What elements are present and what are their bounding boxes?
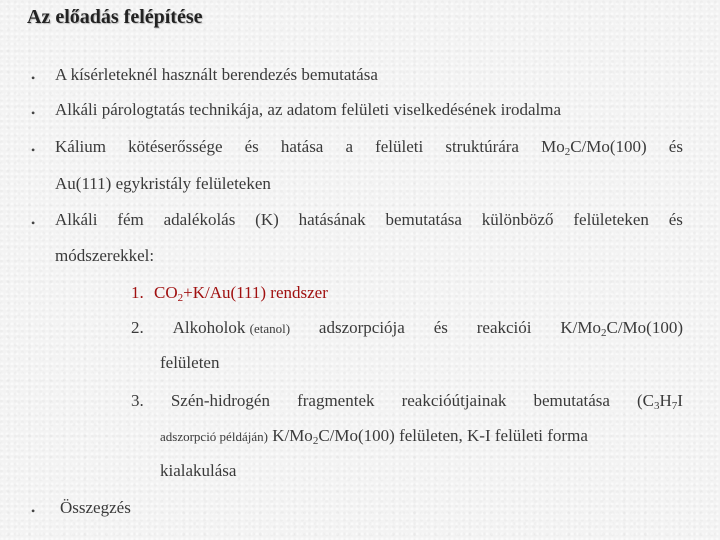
formula-part: C/Mo(100) [570, 137, 647, 156]
formula-part: Mo [541, 137, 565, 156]
item-2-lead [173, 318, 290, 338]
word: kötéserőssége [128, 137, 223, 156]
word: felületi [375, 137, 424, 156]
word: a [345, 137, 353, 156]
bullet-3-line-2: Au(111) egykristály felületeken [55, 174, 271, 193]
word: bemutatása [385, 210, 462, 229]
item-number: 2. [131, 318, 144, 337]
formula-mo2c [541, 137, 647, 157]
item-number: 1. [131, 283, 144, 302]
word: felületeken [573, 210, 649, 229]
word: Alkoholok [172, 318, 246, 337]
formula-subscript: 2 [564, 146, 571, 158]
bullet-dot: • [31, 216, 36, 230]
item-number: 3. [131, 391, 144, 410]
formula-subscript: 2 [600, 327, 607, 339]
word: struktúrára [445, 137, 519, 156]
bullet-dot: • [31, 504, 36, 518]
sublist-item-2-line-2: felületen [160, 353, 220, 372]
sublist-item-2-line-1 [131, 318, 683, 338]
bullet-4-line-2: módszerekkel: [55, 246, 155, 265]
word: Kálium [55, 137, 106, 156]
bullet-dot: • [31, 106, 36, 120]
word: Szén-hidrogén [170, 391, 270, 410]
word: hatása [280, 137, 324, 156]
small-note: adszorpció példáján) [160, 429, 268, 444]
bullet-4-line-1 [55, 210, 683, 230]
bullet-dot: • [31, 71, 36, 85]
formula-c3h7i [637, 391, 683, 411]
word: fragmentek [297, 391, 375, 410]
formula-part: +K/Au(111) rendszer [183, 283, 328, 302]
bullet-3-line-1 [55, 137, 683, 157]
formula-part: C/Mo(100) [606, 318, 683, 337]
word: Alkáli [55, 210, 98, 229]
formula-co2 [154, 283, 328, 302]
sublist-item-3-line-3: kialakulása [160, 461, 237, 480]
word: és [244, 137, 259, 156]
slide-title: Az előadás felépítése [27, 6, 203, 28]
formula-part: C/Mo(100) felületen, K-I felületi forma [318, 426, 588, 445]
word: és [668, 137, 683, 156]
formula-subscript: 3 [654, 400, 660, 412]
formula-part: H [659, 391, 672, 410]
formula-subscript: 2 [177, 292, 184, 304]
word: adalékolás [163, 210, 236, 229]
formula-kmo2c [560, 318, 683, 338]
word: reakcióútjainak [401, 391, 507, 410]
word: különböző [481, 210, 554, 229]
formula-part: K/Mo [267, 426, 313, 445]
formula-part: K/Mo [560, 318, 601, 337]
word: adszorpciója [318, 318, 405, 337]
sublist-item-3-line-1 [131, 391, 683, 411]
bullet-2-text: Alkáli párologtatás technikája, az adatom felületi viselkedésének irodalma [55, 100, 562, 119]
small-note: (etanol) [249, 321, 291, 336]
bullet-dot: • [31, 143, 36, 157]
formula-subscript: 2 [312, 435, 319, 447]
sublist-item-1 [131, 283, 328, 303]
bullet-1-text: A kísérleteknél használt berendezés bemutatása [55, 65, 378, 84]
sublist-item-3-line-2 [160, 426, 588, 446]
word: (K) [255, 210, 279, 229]
word: bemutatása [533, 391, 610, 410]
word: és [433, 318, 448, 337]
word: fém [117, 210, 144, 229]
word: reakciói [476, 318, 532, 337]
bullet-5-text: Összegzés [60, 498, 131, 517]
formula-part: I [677, 391, 683, 410]
word: és [668, 210, 683, 229]
formula-part: (C [637, 391, 655, 410]
formula-part: CO [154, 283, 178, 302]
word: hatásának [298, 210, 366, 229]
formula-subscript: 7 [671, 400, 678, 412]
